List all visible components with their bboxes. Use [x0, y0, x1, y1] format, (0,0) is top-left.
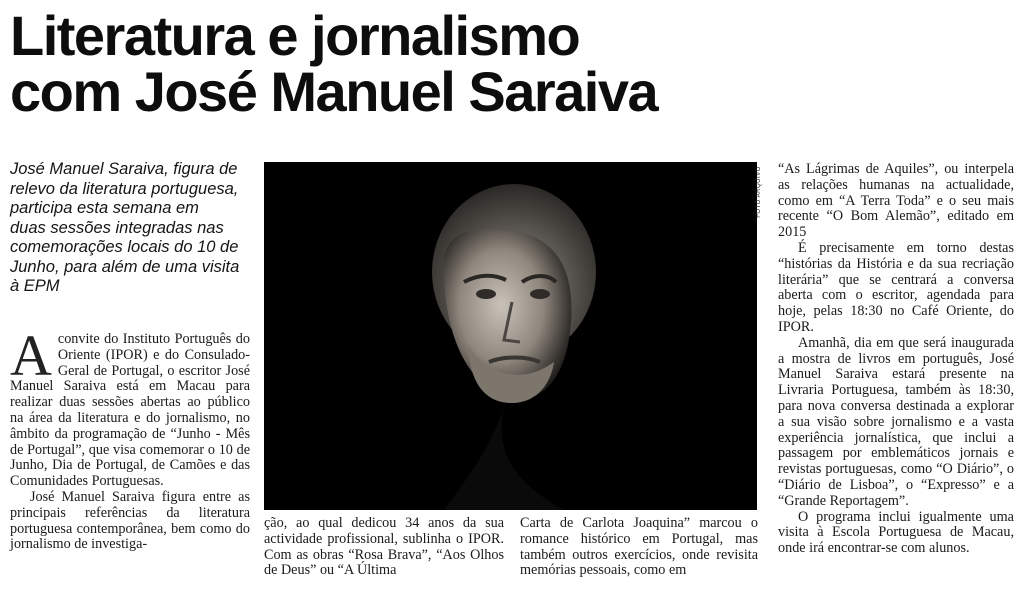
portrait-image	[264, 162, 757, 510]
article-column-4	[778, 162, 1014, 557]
article-paragraph: Amanhã, dia em que será inaugurada a mostra de livros em português, José Manuel Saraiva estará presente na Livraria Portuguesa, também às 18:30, para nova conversa destinada a explorar a sua visão sobre jornalismo e a vasta experiência jornalística, que inclui a passagem por emblemáticos jornais e revistas portuguesas, como “O Diário”, o “Diário de Lisboa”, o “Expresso” e a “Grande Reportagem”.	[778, 334, 1014, 509]
lede-line: José Manuel Saraiva, figura de	[10, 160, 238, 178]
author-photo	[264, 162, 757, 510]
lede-line: participa esta semana em	[10, 199, 199, 217]
headline-line-2: com José Manuel Saraiva	[10, 60, 658, 123]
headline	[10, 4, 710, 123]
article-paragraph: ção, ao qual dedicou 34 anos da sua actividade profissional, sublinha o IPOR. Com as obras “Rosa Brava”, “Aos Olhos de Deus” ou “A Última	[264, 515, 504, 579]
article-paragraph: “As Lágrimas de Aquiles”, ou interpela as relações humanas na actualidade, como em “A Terra Toda” e o seu mais recente “O Bom Alemão”, editado em 2015	[778, 161, 1014, 241]
headline-line-1: Literatura e jornalismo	[10, 4, 580, 67]
lede-line: Junho, para além de uma visita	[10, 257, 240, 276]
lede	[10, 160, 250, 297]
article-paragraph: José Manuel Saraiva figura entre as principais referências da literatura portuguesa contemporânea, bem como do jornalismo de investiga-	[10, 488, 250, 553]
lede-line: comemorações locais do 10 de	[10, 238, 239, 256]
article-column-3	[520, 516, 758, 579]
article-paragraph: convite do Instituto Português do Oriente (IPOR) e do Consulado-Geral de Portugal, o escritor José Manuel Saraiva está em Macau para realizar duas sessões abertas ao público na área da literatura e do jornalismo, no âmbito da programação de “Junho - Mês de Portugal”, que visa comemorar o 10 de Junho, Dia de Portugal, de Camões e das Comunidades Portuguesas.	[10, 331, 250, 490]
lede-line: à EPM	[10, 277, 60, 295]
article-paragraph: É precisamente em torno destas “histórias da História e da sua recriação literária” que se centrará a conversa aberta com o escritor, agendada para hoje, pelas 18:30 no Café Oriente, do IPOR.	[778, 239, 1014, 335]
article-column-1	[10, 323, 250, 553]
lede-line: duas sessões integradas nas	[10, 218, 224, 237]
photo-credit	[755, 164, 768, 224]
lede-line: relevo da literatura portuguesa,	[10, 179, 239, 198]
article-paragraph: Carta de Carlota Joaquina” marcou o romance histórico em Portugal, mas também outros exercícios, onde revisita memórias pessoais, como em	[520, 515, 758, 579]
drop-cap: A	[10, 323, 52, 388]
article-column-2	[264, 516, 504, 579]
photo-credit-text: FOTO ARQUIVO	[755, 166, 762, 218]
article-paragraph: O programa inclui igualmente uma visita à Escola Portuguesa de Macau, onde irá encontrar-se com alunos.	[778, 508, 1014, 557]
